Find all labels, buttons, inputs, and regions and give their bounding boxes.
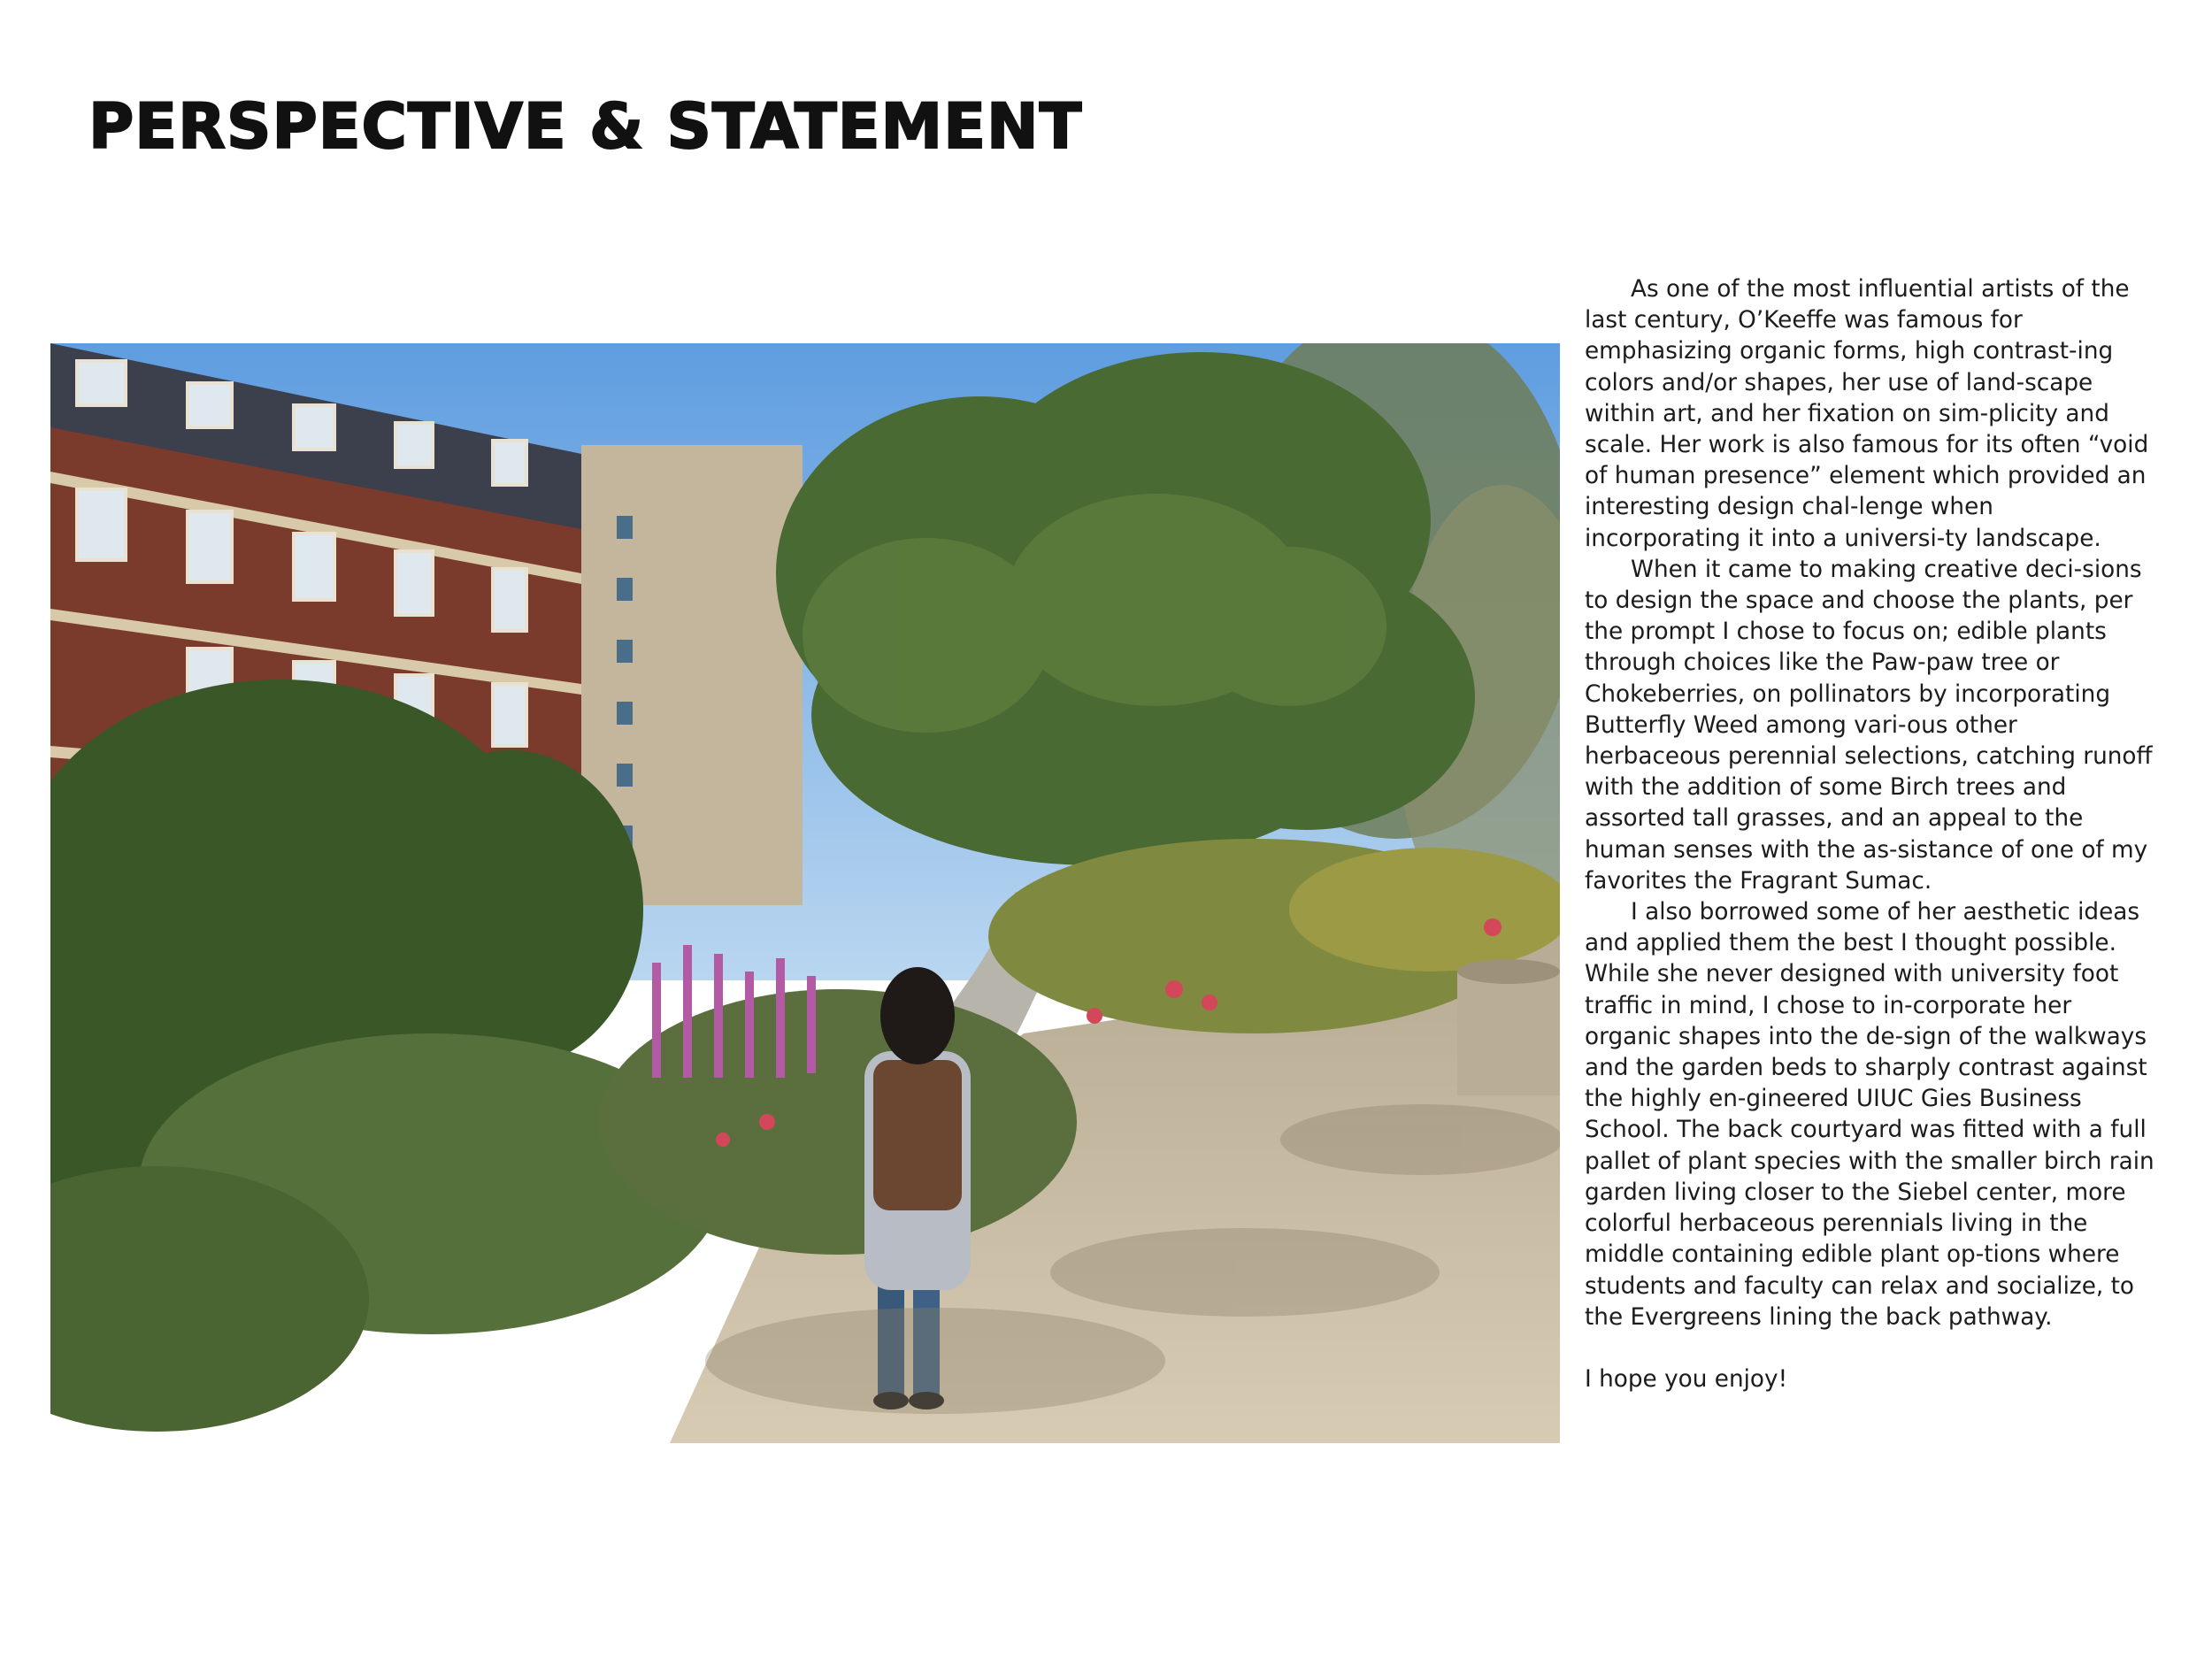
statement-paragraph: When it came to making creative deci-sions to design the space and choose the plants, per the prompt I chose to focus on; edible plants through choices like the Paw-paw tree or Chokeberries, on pollinators by incorporating Butterfly Weed among vari-ous other herbaceous perennial selections, catching runoff with the addition of some Birch trees and assorted tall grasses, and an appeal to the human senses with the as-sistance of one of my favorites the Fragrant Sumac.	[1585, 556, 2153, 895]
planter-bin	[1457, 972, 1560, 1095]
statement-closing: I hope you enjoy!	[1585, 1365, 1788, 1393]
perspective-render-image	[50, 343, 1560, 1443]
page-title: PERSPECTIVE & STATEMENT	[88, 90, 1083, 163]
statement-paragraph: As one of the most influential artists of the last century, O’Keeffe was famous for emphasizing organic forms, high contrast-ing colors and/or shapes, her use of land-scape within art, and her fixation on sim-plicity and scale. Her work is also famous for its often “void of human presence” element which provided an interesting design chal-lenge when incorporating it into a universi-ty landscape.	[1585, 276, 2149, 552]
courtyard-garden-render	[50, 343, 1560, 1443]
statement-paragraph: I also borrowed some of her aesthetic ideas and applied them the best I thought possible. While she never designed with university foot traffic in mind, I chose to in-corporate her organic shapes into the de-sign of the walkways and the garden beds to sharply contrast against the highly en-gineered UIUC Gies Business School. The back courtyard was fitted with a full pallet of plant species with the smaller birch rain garden living closer to the Siebel center, more colorful herbaceous perennials living in the middle containing edible plant op-tions where students and faculty can relax and socialize, to the Evergreens lining the back pathway.	[1585, 899, 2154, 1331]
statement-text	[1585, 274, 2156, 1395]
